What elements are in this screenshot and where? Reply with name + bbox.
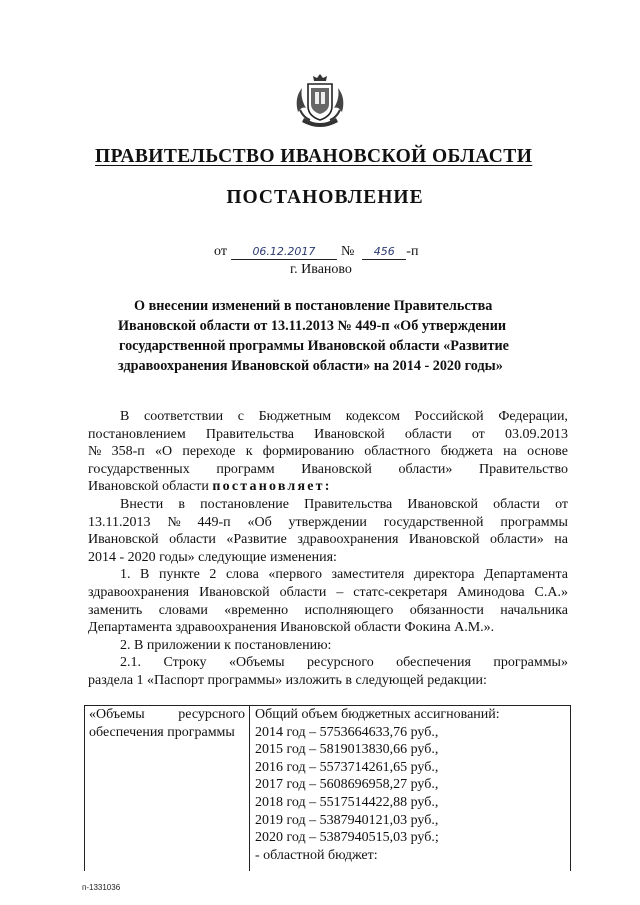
word: постановлением bbox=[88, 426, 186, 442]
word: области bbox=[279, 584, 327, 600]
body-line: Департамента здравоохранения Ивановской области Фокина А.М.». bbox=[88, 620, 495, 636]
word: В bbox=[140, 567, 150, 583]
word: ресурсного bbox=[307, 655, 374, 671]
body-line: 2. В приложении к постановлению: bbox=[120, 637, 332, 653]
table-value-line: 2020 год – 5387940515,03 руб.; bbox=[255, 830, 439, 846]
body-line bbox=[88, 443, 568, 461]
city: г. Иваново bbox=[290, 262, 352, 277]
word: 03.09.2013 bbox=[504, 426, 568, 442]
table-value-cell bbox=[255, 706, 565, 864]
word: «Развитие bbox=[226, 532, 287, 548]
heading-line: государственной программы Ивановской области «Развитие bbox=[119, 338, 509, 354]
word: соответствии bbox=[143, 409, 224, 424]
word: «временно bbox=[224, 602, 289, 618]
heading-line: Ивановской области от 13.11.2013 № 449-п «Об утверждении bbox=[118, 318, 507, 334]
document-type: ПОСТАНОВЛЕНИЕ bbox=[226, 187, 424, 208]
word: слова bbox=[225, 567, 259, 583]
date-value: 06.12.2017 bbox=[231, 245, 337, 260]
word: переходе bbox=[182, 444, 236, 460]
word: в bbox=[178, 496, 185, 512]
word: обязанности bbox=[409, 602, 484, 618]
word: заменить bbox=[88, 602, 143, 618]
body-line bbox=[88, 478, 568, 496]
word: Внести bbox=[120, 496, 164, 512]
word: Ивановской bbox=[88, 532, 159, 548]
body-line bbox=[88, 514, 568, 532]
resource-table bbox=[84, 705, 571, 871]
body-text: Ивановской области bbox=[88, 479, 213, 495]
word: области bbox=[404, 426, 452, 442]
word: исполняющего bbox=[304, 602, 394, 618]
word: «Объемы bbox=[228, 655, 285, 671]
word: 1. bbox=[120, 567, 131, 583]
word: Российской bbox=[414, 409, 484, 424]
word: областного bbox=[364, 444, 431, 460]
word: «Об bbox=[247, 514, 272, 530]
word: 2.1. bbox=[120, 655, 141, 671]
word: – bbox=[336, 584, 344, 600]
word: Правительства bbox=[205, 426, 294, 442]
number-suffix: -п bbox=[406, 244, 419, 259]
document-body bbox=[88, 408, 568, 690]
word: Ивановской bbox=[408, 532, 480, 548]
word: на bbox=[503, 444, 517, 460]
body-line bbox=[88, 531, 568, 549]
body-line bbox=[88, 602, 568, 620]
word: Правительства bbox=[304, 496, 393, 512]
word: С.А.» bbox=[534, 584, 568, 600]
word: № bbox=[88, 444, 102, 460]
word: от bbox=[555, 496, 568, 512]
word: к bbox=[245, 444, 253, 460]
table-label-line bbox=[85, 706, 249, 724]
body-line bbox=[88, 566, 568, 584]
body-line bbox=[88, 408, 568, 426]
word: директора bbox=[413, 567, 475, 583]
body-line bbox=[88, 461, 568, 479]
table-value-line: 2018 год – 5517514422,88 руб., bbox=[255, 794, 439, 810]
word: пункте bbox=[158, 567, 200, 583]
date-number-line bbox=[214, 244, 418, 260]
number-value: 456 bbox=[362, 245, 406, 260]
body-line: 2014 - 2020 годы» следующие изменения: bbox=[88, 549, 337, 565]
word: словами bbox=[158, 602, 208, 618]
word: 2 bbox=[209, 567, 217, 583]
word: Ивановской bbox=[301, 461, 372, 477]
word: формированию bbox=[262, 444, 355, 460]
word: государственной bbox=[383, 514, 484, 530]
word: программы bbox=[500, 514, 568, 530]
word: Ивановской bbox=[407, 496, 478, 512]
word: обеспечения bbox=[396, 655, 471, 671]
body-line: раздела 1 «Паспорт программы» изложить в следующей редакции: bbox=[88, 672, 487, 688]
word: программы» bbox=[493, 655, 568, 671]
word: 358-п bbox=[111, 444, 145, 460]
word: бюджета bbox=[440, 444, 493, 460]
resolves-word: постановляет: bbox=[212, 479, 332, 495]
body-line bbox=[88, 496, 568, 514]
body-line bbox=[88, 426, 568, 444]
table-label-cell bbox=[85, 706, 250, 871]
word: постановление bbox=[200, 496, 289, 512]
word: заместителя bbox=[331, 567, 405, 583]
heading-line: здравоохранения Ивановской области» на 2014 - 2020 годы» bbox=[118, 358, 503, 374]
word: от bbox=[471, 426, 485, 442]
word: области bbox=[169, 532, 216, 548]
table-value-line: 2019 год – 5387940121,03 руб., bbox=[255, 812, 439, 828]
coat-of-arms-icon bbox=[292, 70, 348, 132]
word: области bbox=[493, 496, 540, 512]
word: утверждении bbox=[288, 514, 367, 530]
heading-line: О внесении изменений в постановление Правительства bbox=[134, 298, 493, 314]
word: «Объемы bbox=[89, 707, 145, 722]
word: ресурсного bbox=[178, 707, 245, 722]
word: «первого bbox=[268, 567, 322, 583]
word: области» bbox=[398, 461, 453, 477]
table-label-line: обеспечения программы bbox=[89, 724, 235, 740]
word: кодексом bbox=[345, 409, 401, 424]
word: В bbox=[120, 409, 130, 424]
word: статс-секретаря bbox=[353, 584, 448, 600]
table-value-line: 2014 год – 5753664633,76 руб., bbox=[255, 724, 439, 740]
word: № bbox=[167, 514, 181, 530]
word: программ bbox=[216, 461, 275, 477]
word: с bbox=[237, 409, 244, 424]
table-value-line: 2016 год – 5573714261,65 руб., bbox=[255, 759, 439, 775]
word: основе bbox=[527, 444, 568, 460]
organization-title: ПРАВИТЕЛЬСТВО ИВАНОВСКОЙ ОБЛАСТИ bbox=[95, 146, 533, 167]
word: Строку bbox=[163, 655, 207, 671]
document-code: п-1331036 bbox=[82, 883, 121, 892]
word: Аминодова bbox=[457, 584, 525, 600]
word: «О bbox=[154, 444, 173, 460]
word: на bbox=[554, 532, 568, 548]
body-line bbox=[88, 654, 568, 672]
word: области» bbox=[489, 532, 544, 548]
word: Бюджетным bbox=[258, 409, 332, 424]
table-value-line: Общий объем бюджетных ассигнований: bbox=[255, 707, 500, 722]
word: 13.11.2013 bbox=[88, 514, 151, 530]
table-value-line: 2015 год – 5819013830,66 руб., bbox=[255, 742, 439, 758]
word: начальника bbox=[500, 602, 568, 618]
number-sign: № bbox=[340, 244, 355, 259]
word: здравоохранения bbox=[297, 532, 399, 548]
table-value-line: - областной бюджет: bbox=[255, 847, 378, 863]
word: государственных bbox=[88, 461, 190, 477]
document-heading bbox=[118, 296, 548, 376]
word: Ивановской bbox=[199, 584, 270, 600]
word: Ивановской bbox=[314, 426, 385, 442]
word: Правительство bbox=[479, 461, 568, 477]
body-line bbox=[88, 584, 568, 602]
word: 449-п bbox=[197, 514, 231, 530]
word: Департамента bbox=[483, 567, 568, 583]
word: Федерации, bbox=[498, 409, 568, 424]
date-prefix: от bbox=[214, 244, 227, 259]
word: здравоохранения bbox=[88, 584, 190, 600]
table-value-line: 2017 год – 5608696958,27 руб., bbox=[255, 777, 439, 793]
